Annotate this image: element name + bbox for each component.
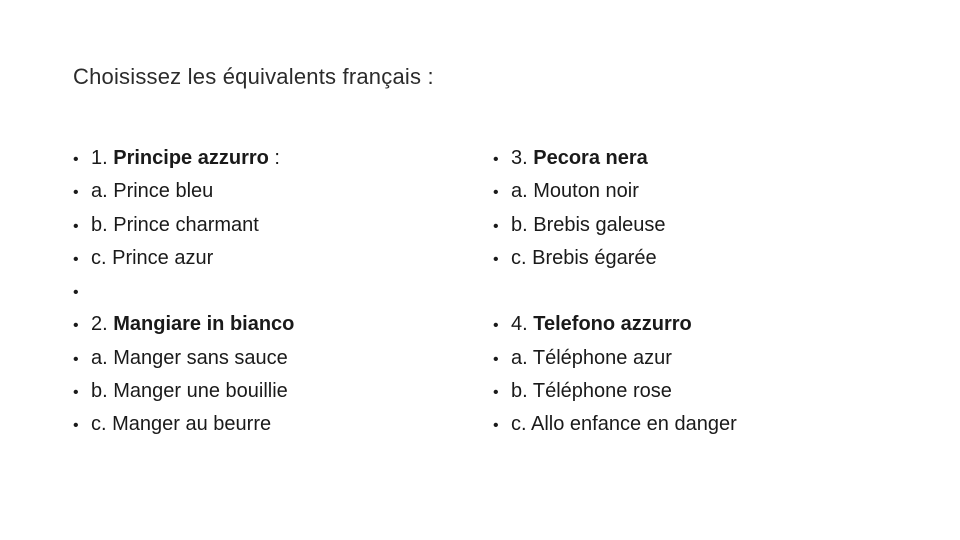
- option-text: b. Téléphone rose: [511, 380, 672, 403]
- bullet-icon: •: [73, 317, 79, 335]
- question-number: 2.: [91, 313, 108, 336]
- blank-row: [493, 275, 737, 308]
- question-number: 4.: [511, 313, 528, 336]
- option-text: a. Prince bleu: [91, 180, 214, 203]
- option-text: b. Manger une bouillie: [91, 380, 288, 403]
- slide-title: Choisissez les équivalents français :: [73, 64, 434, 89]
- bullet-icon: •: [493, 317, 499, 335]
- option-text: c. Prince azur: [91, 246, 214, 269]
- option-text: a. Téléphone azur: [511, 346, 672, 369]
- bullet-icon: •: [73, 184, 79, 202]
- option-text: b. Brebis galeuse: [511, 213, 666, 236]
- bullet-icon: •: [493, 184, 499, 202]
- bullet-icon: •: [493, 384, 499, 402]
- bullet-icon: •: [73, 217, 79, 235]
- answer-option: [493, 408, 737, 441]
- question-2-heading: [73, 308, 294, 341]
- bullet-icon: •: [493, 417, 499, 435]
- question-suffix: :: [268, 147, 280, 169]
- answer-option: [73, 175, 294, 208]
- bullet-icon: •: [73, 250, 79, 268]
- bullet-icon: •: [493, 250, 499, 268]
- bullet-icon: •: [73, 350, 79, 368]
- answer-option: [73, 209, 294, 242]
- option-text: a. Mouton noir: [511, 180, 639, 203]
- answer-option: [493, 342, 737, 375]
- option-text: b. Prince charmant: [91, 213, 259, 236]
- answer-option: [73, 408, 294, 441]
- right-question-list: [493, 142, 737, 442]
- answer-option: [493, 209, 737, 242]
- bullet-icon: •: [73, 284, 79, 302]
- question-1-heading: [73, 142, 294, 175]
- question-term: Principe azzurro: [113, 147, 269, 169]
- answer-option: [493, 375, 737, 408]
- bullet-icon: •: [73, 417, 79, 435]
- question-term: Pecora nera: [533, 147, 648, 169]
- option-text: c. Manger au beurre: [91, 413, 272, 436]
- question-number: 3.: [511, 147, 528, 169]
- answer-option: [73, 342, 294, 375]
- question-number: 1.: [91, 147, 108, 169]
- bullet-icon: •: [493, 350, 499, 368]
- empty-bullet-row: [73, 275, 294, 308]
- option-text: c. Allo enfance en danger: [511, 413, 737, 436]
- question-3-heading: [493, 142, 737, 175]
- answer-option: [493, 242, 737, 275]
- option-text: a. Manger sans sauce: [91, 346, 288, 369]
- bullet-icon: •: [493, 151, 499, 168]
- bullet-icon: •: [73, 151, 79, 168]
- bullet-icon: •: [73, 384, 79, 402]
- answer-option: [73, 242, 294, 275]
- option-text: c. Brebis égarée: [511, 246, 657, 269]
- bullet-icon: •: [493, 217, 499, 235]
- question-term: Telefono azzurro: [533, 313, 692, 336]
- left-question-list: [73, 142, 294, 442]
- answer-option: [493, 175, 737, 208]
- question-4-heading: [493, 308, 737, 341]
- question-term: Mangiare in bianco: [113, 313, 295, 336]
- answer-option: [73, 375, 294, 408]
